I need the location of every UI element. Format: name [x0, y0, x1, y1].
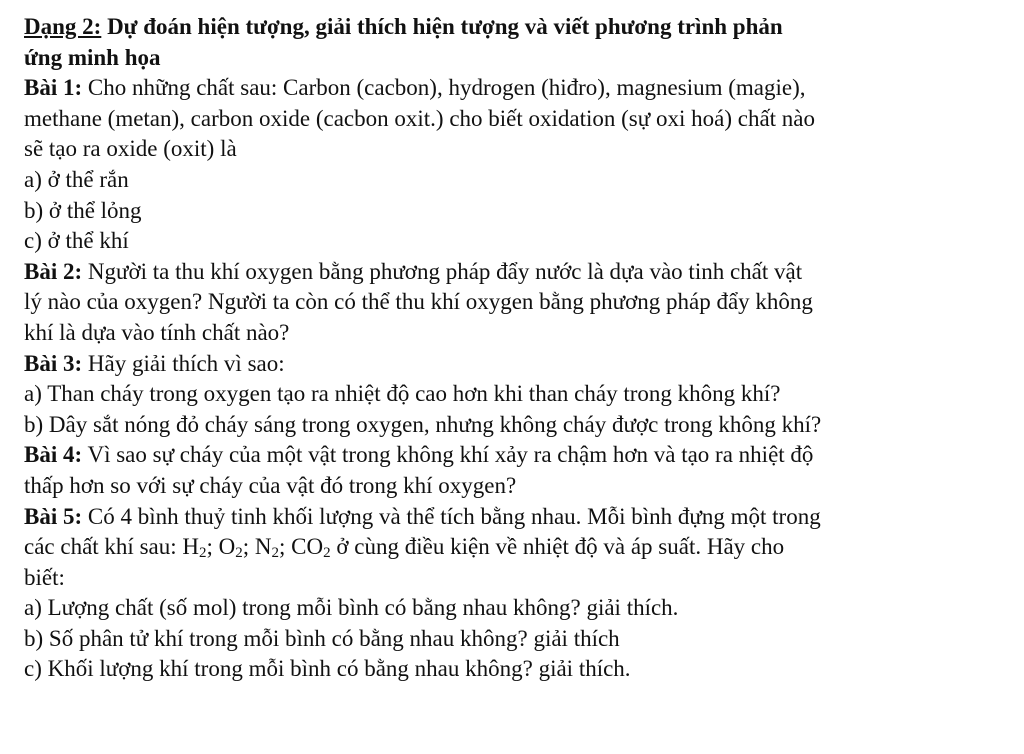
formula-separator: ; [279, 534, 292, 560]
exercise-1-option-c: c) ở thể khí [24, 228, 129, 254]
exercise-3-option-b: b) Dây sắt nóng đỏ cháy sáng trong oxygen, nhưng không cháy được trong không khí? [24, 411, 822, 437]
section-heading-text-line1: Dự đoán hiện tượng, giải thích hiện tượng và viết phương trình phản [101, 14, 783, 39]
exercise-2-line1 [24, 257, 1004, 288]
section-heading-label: Dạng 2: [24, 14, 102, 39]
exercise-5-text-line1: Có 4 bình thuỷ tinh khối lượng và thể tích bằng nhau. Mỗi bình đựng một trong [82, 503, 821, 529]
formula-co2 [291, 534, 331, 562]
exercise-5-line3: biết: [24, 564, 65, 590]
exercise-4-line2: thấp hơn so với sự cháy của vật đó trong khí oxygen? [24, 472, 517, 498]
exercise-5-option-c: c) Khối lượng khí trong mỗi bình có bằng nhau không? giải thích. [24, 656, 631, 682]
exercise-1-option-b: b) ở thể lỏng [24, 197, 142, 223]
exercise-2-text-line1: Người ta thu khí oxygen bằng phương pháp đẩy nước là dựa vào tinh chất vật [82, 258, 803, 284]
exercise-1-line3: sẽ tạo ra oxide (oxit) là [24, 136, 237, 162]
formula-o2-subscript: 2 [235, 545, 243, 562]
formula-h2-subscript: 2 [199, 545, 207, 562]
formula-separator: ; [242, 534, 255, 560]
exercise-5-option-b: b) Số phân tử khí trong mỗi bình có bằng nhau không? giải thích [24, 625, 620, 651]
section-heading [24, 12, 1004, 43]
exercise-4-label: Bài 4: [24, 442, 83, 468]
formula-h2 [182, 534, 207, 562]
formula-h2-symbol: H [182, 534, 199, 560]
formula-o2-symbol: O [218, 534, 236, 560]
formula-n2-symbol: N [254, 534, 272, 560]
exercise-1-line1 [24, 73, 1004, 104]
formula-o2 [218, 534, 243, 562]
exercise-5-line2-end: ở cùng điều kiện về nhiệt độ và áp suất. Hãy cho [330, 534, 785, 560]
exercise-1-line2: methane (metan), carbon oxide (cacbon oxit.) cho biết oxidation (sự oxi hoá) chất nào [24, 105, 815, 131]
formula-n2 [254, 534, 280, 562]
exercise-4-line1 [24, 440, 1004, 471]
exercise-4-text-line1: Vì sao sự cháy của một vật trong không khí xảy ra chậm hơn và tạo ra nhiệt độ [82, 442, 814, 468]
exercise-3-text-line1: Hãy giải thích vì sao: [82, 350, 285, 376]
section-heading-text-line2: ứng minh họa [24, 44, 161, 70]
exercise-5-line2-start: các chất khí sau: [24, 534, 183, 560]
exercise-5-label: Bài 5: [24, 503, 83, 529]
document-body [24, 12, 1004, 685]
exercise-1-label: Bài 1: [24, 75, 83, 101]
exercise-2-line3: khí là dựa vào tính chất nào? [24, 319, 290, 345]
exercise-1-option-a: a) ở thể rắn [24, 166, 129, 192]
exercise-2-label: Bài 2: [24, 258, 83, 284]
formula-separator: ; [206, 534, 219, 560]
formula-co2-symbol: CO [291, 534, 324, 560]
formula-n2-subscript: 2 [271, 545, 280, 562]
formula-co2-subscript: 2 [323, 545, 331, 562]
exercise-3-line1 [24, 349, 1004, 380]
exercise-5-line2 [24, 532, 1004, 563]
exercise-5-option-a: a) Lượng chất (số mol) trong mỗi bình có bằng nhau không? giải thích. [24, 595, 679, 621]
exercise-2-line2: lý nào của oxygen? Người ta còn có thể thu khí oxygen bằng phương pháp đẩy không [24, 289, 813, 315]
exercise-3-label: Bài 3: [24, 350, 83, 376]
exercise-3-option-a: a) Than cháy trong oxygen tạo ra nhiệt độ cao hơn khi than cháy trong không khí? [24, 381, 781, 407]
exercise-5-line1 [24, 502, 1004, 533]
exercise-1-text-line1: Cho những chất sau: Carbon (cacbon), hydrogen (hiđro), magnesium (magie), [82, 75, 806, 101]
